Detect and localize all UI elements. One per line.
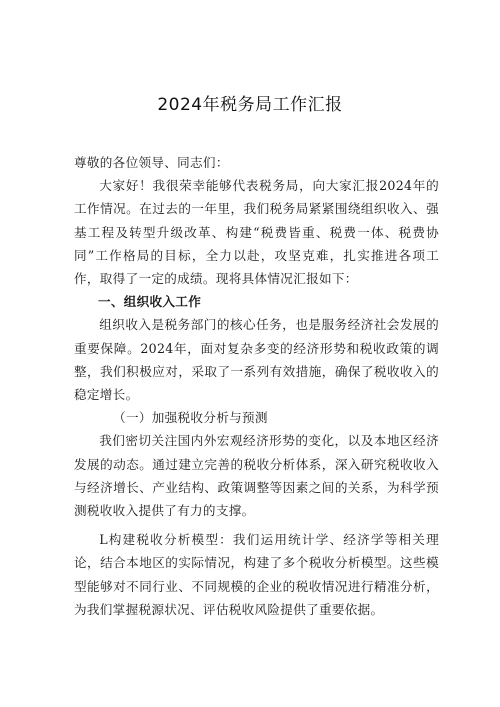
subsection-1-paragraph: 我们密切关注国内外宏观经济形势的变化，以及本地区经济发展的动态。通过建立完善的税收分析体系，深入研究税收收入与经济增长、产业结构、政策调整等因素之间的关系，为科学预测税收收入提供了有力的支撑。 — [74, 433, 439, 519]
model-paragraph: L构建税收分析模型：我们运用统计学、经济学等相关理论，结合本地区的实际情况，构建了多个税收分析模型。这些模型能够对不同行业、不同规模的企业的税收情况进行精准分析，为我们掌握税源状况、评估税收风险提供了重要依据。 — [74, 532, 439, 617]
document-body — [74, 151, 439, 621]
intro-paragraph: 大家好！我很荣幸能够代表税务局，向大家汇报2024年的工作情况。在过去的一年里，我们税务局紧紧围绕组织收入、强基工程及转型升级改革、构建“税费皆重、税费一体、税费协同”工作格局的目标，全力以赴，攻坚克难，扎实推进各项工作，取得了一定的成绩。现将具体情况汇报如下： — [74, 178, 439, 287]
subsection-heading-1: （一）加强税收分析与预测 — [113, 410, 268, 426]
document-title: 2024年税务局工作汇报 — [157, 95, 343, 115]
salutation: 尊敬的各位领导、同志们： — [74, 155, 229, 170]
section-1-paragraph: 组织收入是税务部门的核心任务，也是服务经济社会发展的重要保障。2024年，面对复杂多变的经济形势和税收政策的调整，我们积极应对，采取了一系列有效措施，确保了税收收入的稳定增长。 — [74, 317, 439, 403]
section-heading-1: 一、组织收入工作 — [97, 294, 202, 310]
